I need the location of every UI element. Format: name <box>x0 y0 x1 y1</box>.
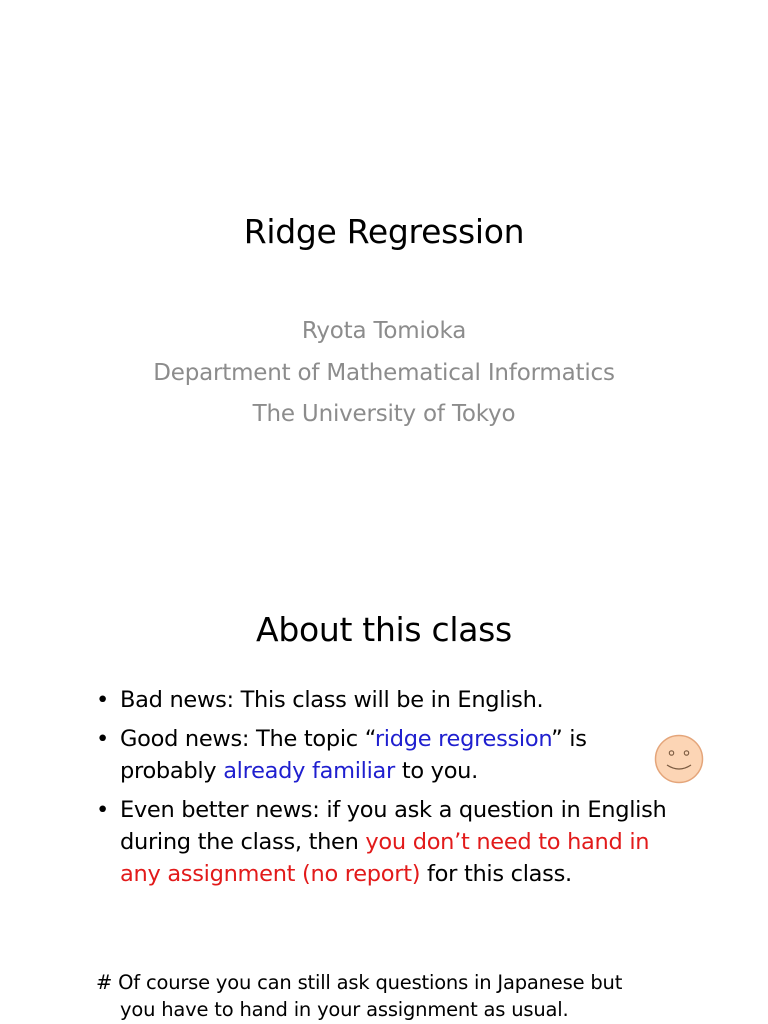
bullet-text: to you. <box>394 758 478 784</box>
highlight-no-assignment: you don’t need to hand in any assignment (no report) <box>120 829 650 887</box>
university-name: The University of Tokyo <box>252 401 516 427</box>
slide-subtitle <box>0 311 768 436</box>
bullet-text: Bad news: This class will be in English. <box>120 687 544 713</box>
bullet-text: ” is probably <box>120 726 587 784</box>
bullet-text: Even better news: if you ask a question in English during the class, then <box>120 797 667 855</box>
smiley-face-icon <box>654 734 704 784</box>
highlight-already-familiar: already familiar <box>223 758 395 784</box>
list-item <box>96 723 676 787</box>
bullet-text: Good news: The topic “ <box>120 726 375 752</box>
highlight-ridge-regression: ridge regression <box>374 726 552 752</box>
author-name: Ryota Tomioka <box>301 318 467 344</box>
bullet-icon: • <box>96 797 109 823</box>
footnote <box>96 969 696 1023</box>
list-item <box>96 684 676 716</box>
bullet-list <box>96 684 676 897</box>
department-name: Department of Mathematical Informatics <box>153 359 615 386</box>
list-item <box>96 794 676 890</box>
about-slide <box>0 576 768 1024</box>
bullet-icon: • <box>96 726 109 752</box>
slide-title: Ridge Regression <box>243 212 525 251</box>
bullet-icon: • <box>96 687 109 713</box>
footnote-line-1: # Of course you can still ask questions in Japanese but <box>96 971 623 994</box>
footnote-line-2: you have to hand in your assignment as usual. <box>120 998 569 1021</box>
slide-title: About this class <box>256 610 512 649</box>
bullet-text: for this class. <box>420 861 572 887</box>
